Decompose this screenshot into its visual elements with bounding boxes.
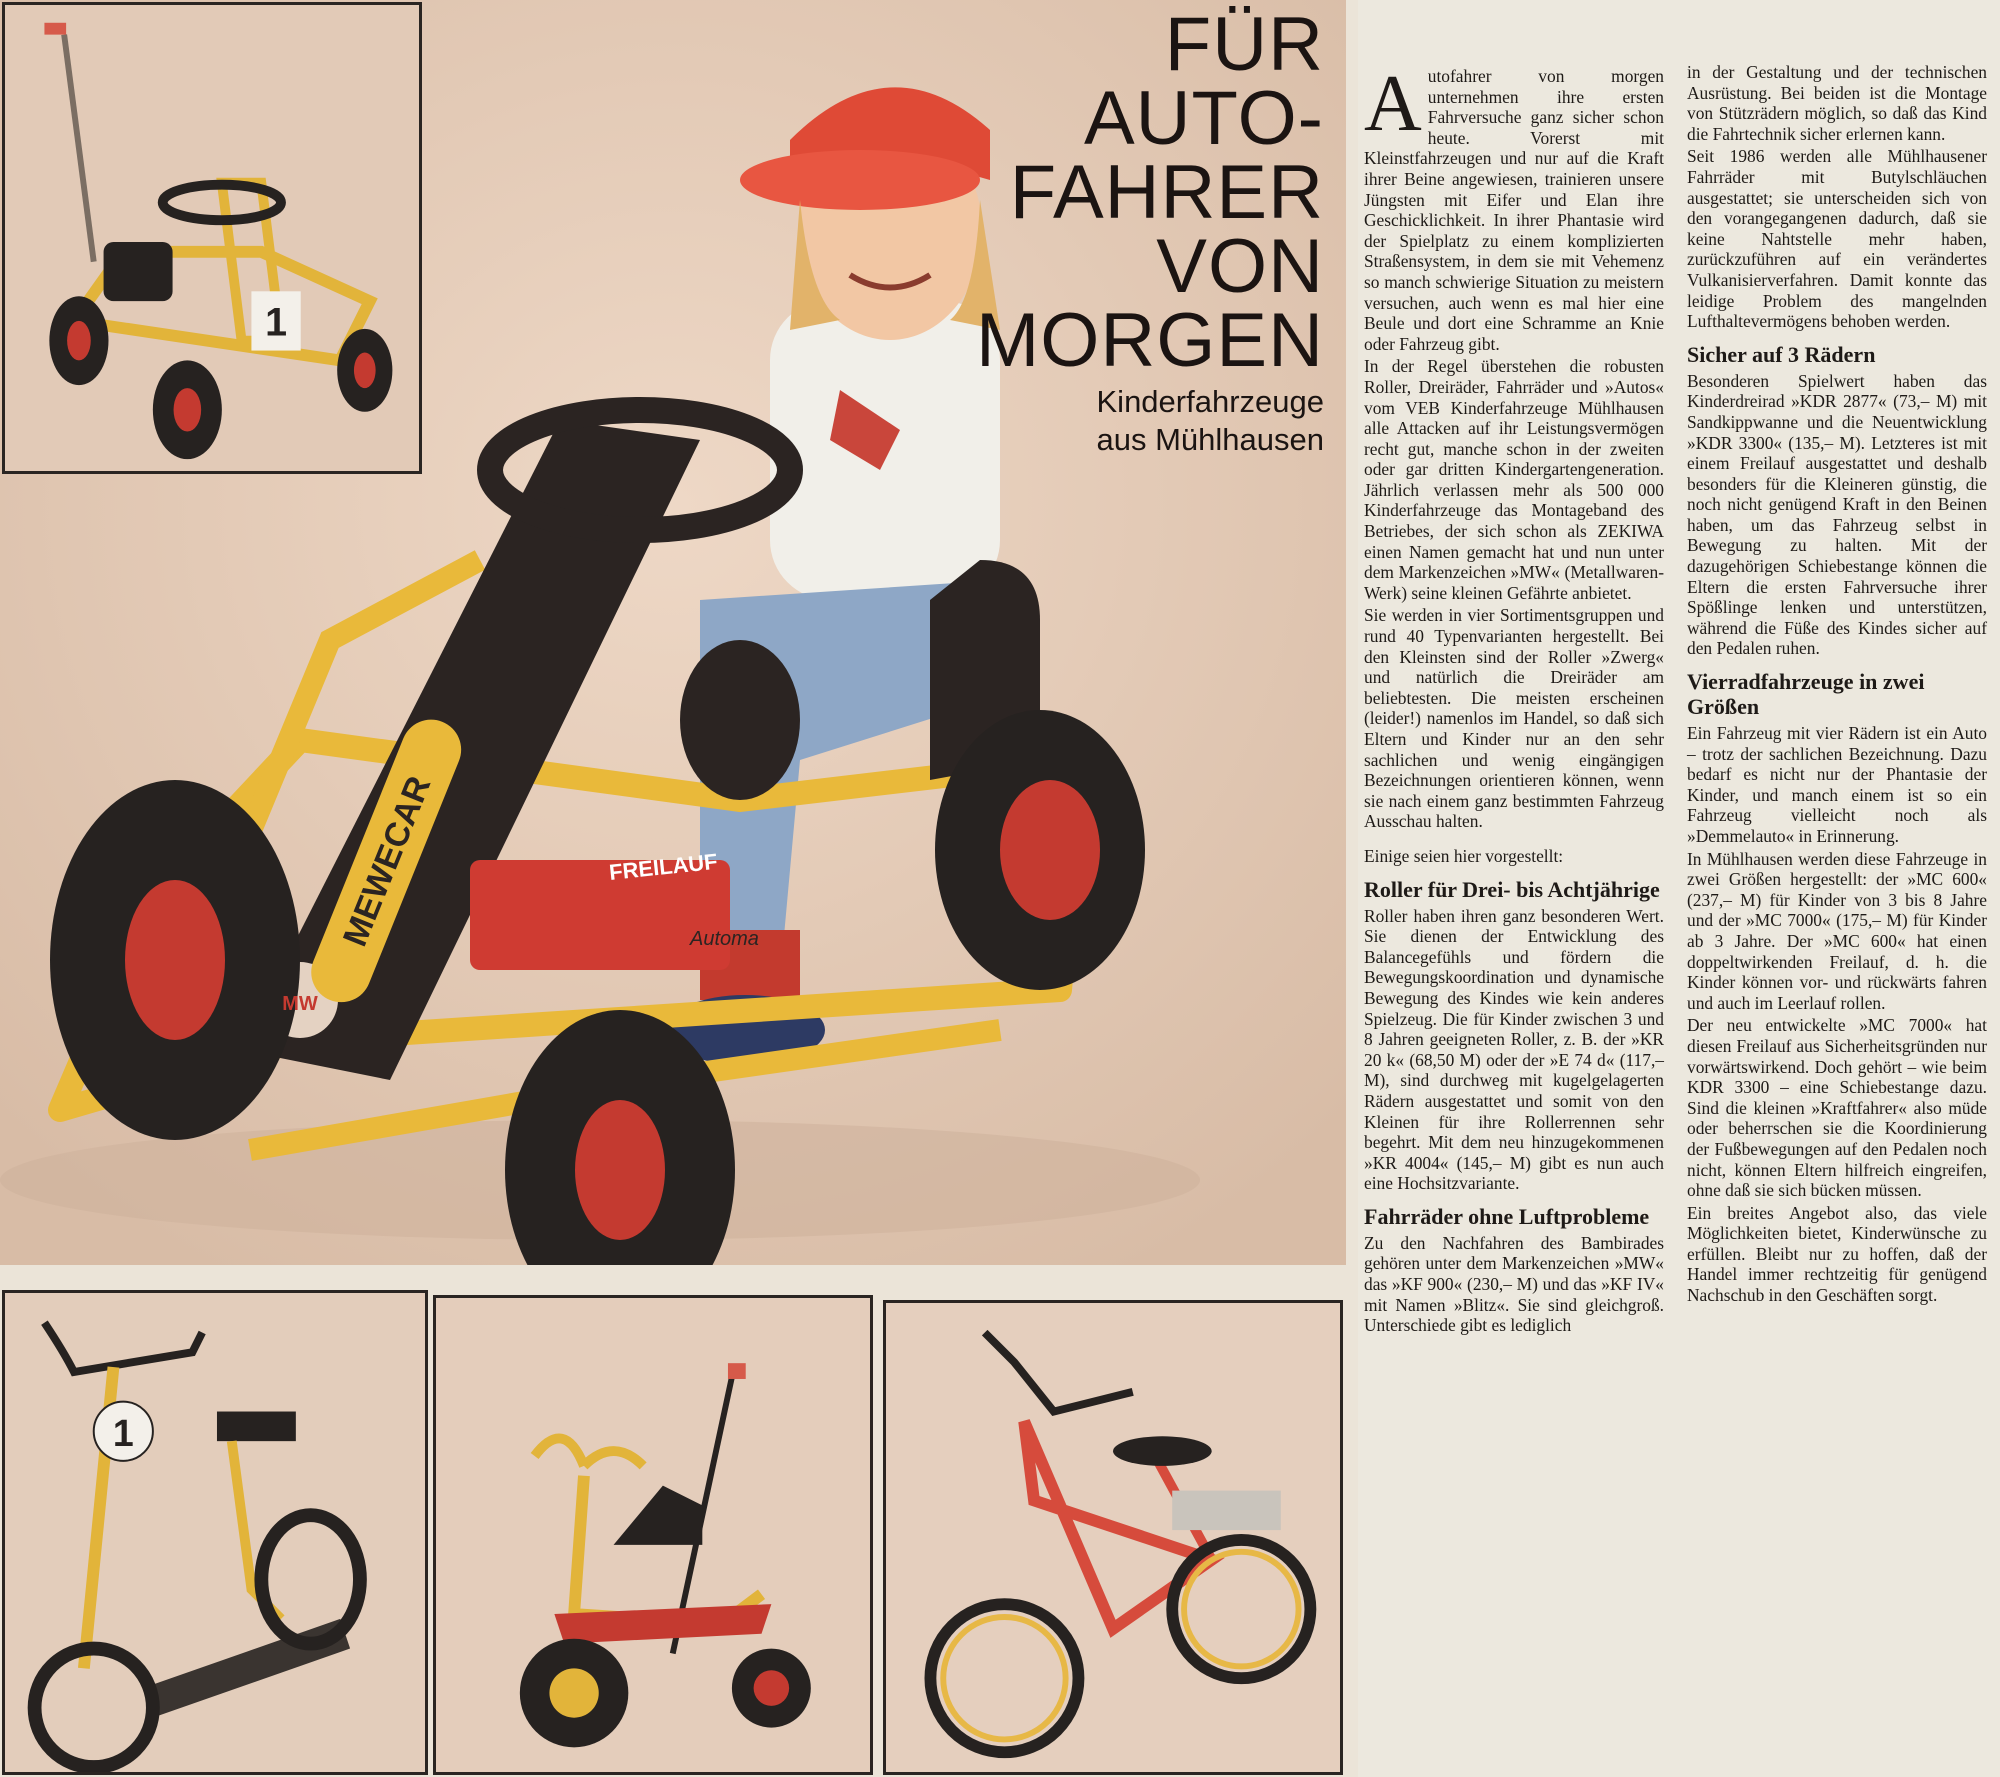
subheadline [1097,383,1325,459]
bicycle-photo [883,1300,1343,1775]
article-paragraph-4: Einige seien hier vorgestellt: [1364,845,1564,866]
article-column-left [1364,60,1664,1338]
go-kart-thumbnail-illustration [5,5,419,471]
subheadline-line-2: aus Mühlhausen [1096,422,1324,457]
intro-text: utofahrer von morgen unternehmen ihre ersten Fahrversuche ganz sicher schon heute. Vorerst mit Kleinstfahrzeugen und nur auf die Kraft ihrer Beine angewiesen, trainieren unsere Jüngsten mit Eifer und Elan ihre Geschicklichkeit. In ihrer Phantasie wird der Spielplatz zu einem komplizierten Straßensystem, in dem sie mit Vehemenz so manch schwierige Situation zu meistern versuchen, auch wenn es mal hier eine Beule und dort eine Schramme an Knie oder Fahrzeug gibt. [1364,66,1664,354]
paragraph-vierrad-2: In Mühlhausen werden diese Fahrzeuge in zwei Größen hergestellt: der »MC 600« (237,– M) für Kinder von 3 bis 8 Jahre und der »MC 7000« (175,– M) für Kinder ab 3 Jahre. Der »MC 600« hat einen doppeltwirkenden Freilauf, d. h. die Kinder können vor- und rückwärts fahren und auch im Leerlauf rollen. [1687,848,1987,1013]
headline [976,2,1324,383]
scooter-illustration [5,1293,425,1772]
automatik-label: Automa [690,928,759,950]
paragraph-end: Ein breites Angebot also, das viele Möglichkeiten bietet, Kinderwünsche zu erfüllen. Bleibt nur zu hoffen, daß der Handel immer rechtzeitig für genügend Nachschub in den Geschäften sorgt. [1687,1202,1987,1306]
headline-line-3: FAHRER [1009,150,1324,235]
paragraph-roller: Roller haben ihren ganz besonderen Wert. Sie dienen der Entwicklung des Balancegefühls und fördern die Bewegungskoordination und dynamische Bewegung des Kindes wie kein anderes Spielzeug. Die für Kinder zwischen 3 und 8 Jahren geeigneten Roller, z. B. der »KR 20 k« (68,50 M) oder der »E 74 d« (117,– M), sind durchweg mit kugelgelagerten Rädern ausgestattet und somit von den Kleinen für ihre Rollerrennen sehr begehrt. Mit dem neu hinzugekommenen »KR 4004« (145,– M) gibt es nun auch eine Hochsitzvariante. [1364,905,1664,1194]
scooter-photo [2,1290,428,1775]
paragraph-right-1: in der Gestaltung und der technischen Ausrüstung. Bei beiden ist die Montage von Stützrädern möglich, so daß das Kind die Fahrtechnik sicher erlernen kann. [1687,62,1987,144]
paragraph-fahrrad: Zu den Nachfahren des Bambirades gehören unter dem Markenzeichen »MW« das »KF 900« (230,– M) und das »KF IV« mit Namen »Blitz«. Sie sind gleichgroß. Unterschiede gibt es lediglich [1364,1232,1664,1336]
heading-roller: Roller für Drei- bis Achtjährige [1364,876,1660,902]
kart-logo-text: MW [282,993,318,1015]
headline-line-1: FÜR [1164,2,1324,87]
article-paragraph-3: Sie werden in vier Sortimentsgruppen und rund 40 Typenvarianten hergestellt. Bei den Kleinsten sind der Roller »Zwerg« und natürlich die Dreiräder am beliebtesten. Die meisten erscheinen (leider!) namenlos im Handel, so daß sich Eltern und Kinder nur an den sehr sachlichen und wenig eingängigen Bezeichnungen orientieren können, wenn sie nach einem ganz bestimmten Fahrzeug Ausschau halten. [1364,605,1664,832]
tricycle-illustration [436,1298,870,1772]
heading-fahrrad: Fahrräder ohne Luftprobleme [1364,1203,1650,1229]
subheadline-line-1: Kinderfahrzeuge [1096,384,1324,419]
paragraph-right-2: Seit 1986 werden alle Mühlhausener Fahrräder mit Butylschläuchen ausgestattet; sie unterscheiden sich von den vorangegangenen dadurch, daß sie keine Nahtstelle mehr haben, zurückzuführen auf ein verändertes Vulkanisierverfahren. Damit konnte das leidige Problem des mangelnden Lufthaltevermögens behoben werden. [1687,146,1987,332]
kart-brand-label: MEWECAR [335,770,439,952]
go-kart-thumbnail-photo [2,2,422,474]
headline-line-2: AUTO- [1083,76,1324,161]
headline-line-4: VON [1156,224,1324,309]
paragraph-vierrad-1: Ein Fahrzeug mit vier Rädern ist ein Auto – trotz der sachlichen Bezeichnung. Dazu bedarf es nicht nur der Phantasie der Kinder, und manch einem ist so ein Fahrzeug vielleicht noch als »Demmelauto« in Erinnerung. [1687,723,1987,846]
drop-cap: A [1364,60,1422,148]
freilauf-label: FREILAUF [607,848,719,885]
heading-sicher: Sicher auf 3 Rädern [1687,341,1876,367]
tricycle-photo [433,1295,873,1775]
scooter-number: 1 [112,1412,134,1455]
paragraph-vierrad-3: Der neu entwickelte »MC 7000« hat diesen Freilauf aus Sicherheitsgründen nur vorwärtswirkend. Doch gehört – wie beim KDR 3300 – eine Schiebestange dazu. Sind die kleinen »Kraftfahrer« also müde oder beherrschen sie die Koordinierung der Fußbewegungen auf den Pedalen noch nicht, können Eltern hilfreich eingreifen, ohne daß sie sich bücken müssen. [1687,1015,1987,1201]
heading-vierrad: Vierradfahrzeuge in zwei Größen [1687,669,1925,720]
article-paragraph-2: In der Regel überstehen die robusten Roller, Dreiräder, Fahrräder und »Autos« vom VEB Kinderfahrzeuge Mühlhausen alle Attacken auf ihr Leistungsvermögen recht gut, manche schon in der zweiten oder gar dritten Kindergartengeneration. Jährlich verlassen mehr als 500 000 Kinderfahrzeuge das Montageband des Betriebes, der sich schon als ZEKIWA einen Namen gemacht hat und nun unter dem Markenzeichen »MW« (Metallwaren-Werk) seine kleinen Gefährte anbietet. [1364,356,1664,603]
paragraph-sicher: Besonderen Spielwert haben das Kinderdreirad »KDR 2877« (73,– M) mit Sandkippwanne und die Neuentwicklung »KDR 3300« (135,– M). Letzteres ist mit einem Freilauf ausgestattet und deshalb besonders für die Kleineren günstig, die noch nicht genügend Kraft in den Beinen haben, um das Fahrzeug selbst in Bewegung zu halten. Mit der dazugehörigen Schiebestange können die Eltern die ersten Fahrversuche ihrer Spößlinge lenken und unterstützen, während die Füße des Kindes sicher auf den Pedalen ruhen. [1687,370,1987,659]
thumb-kart-number: 1 [265,300,288,345]
bicycle-illustration [886,1303,1340,1772]
article-intro [1364,60,1664,354]
article-column-right [1687,62,1987,1308]
headline-line-5: MORGEN [976,298,1324,383]
